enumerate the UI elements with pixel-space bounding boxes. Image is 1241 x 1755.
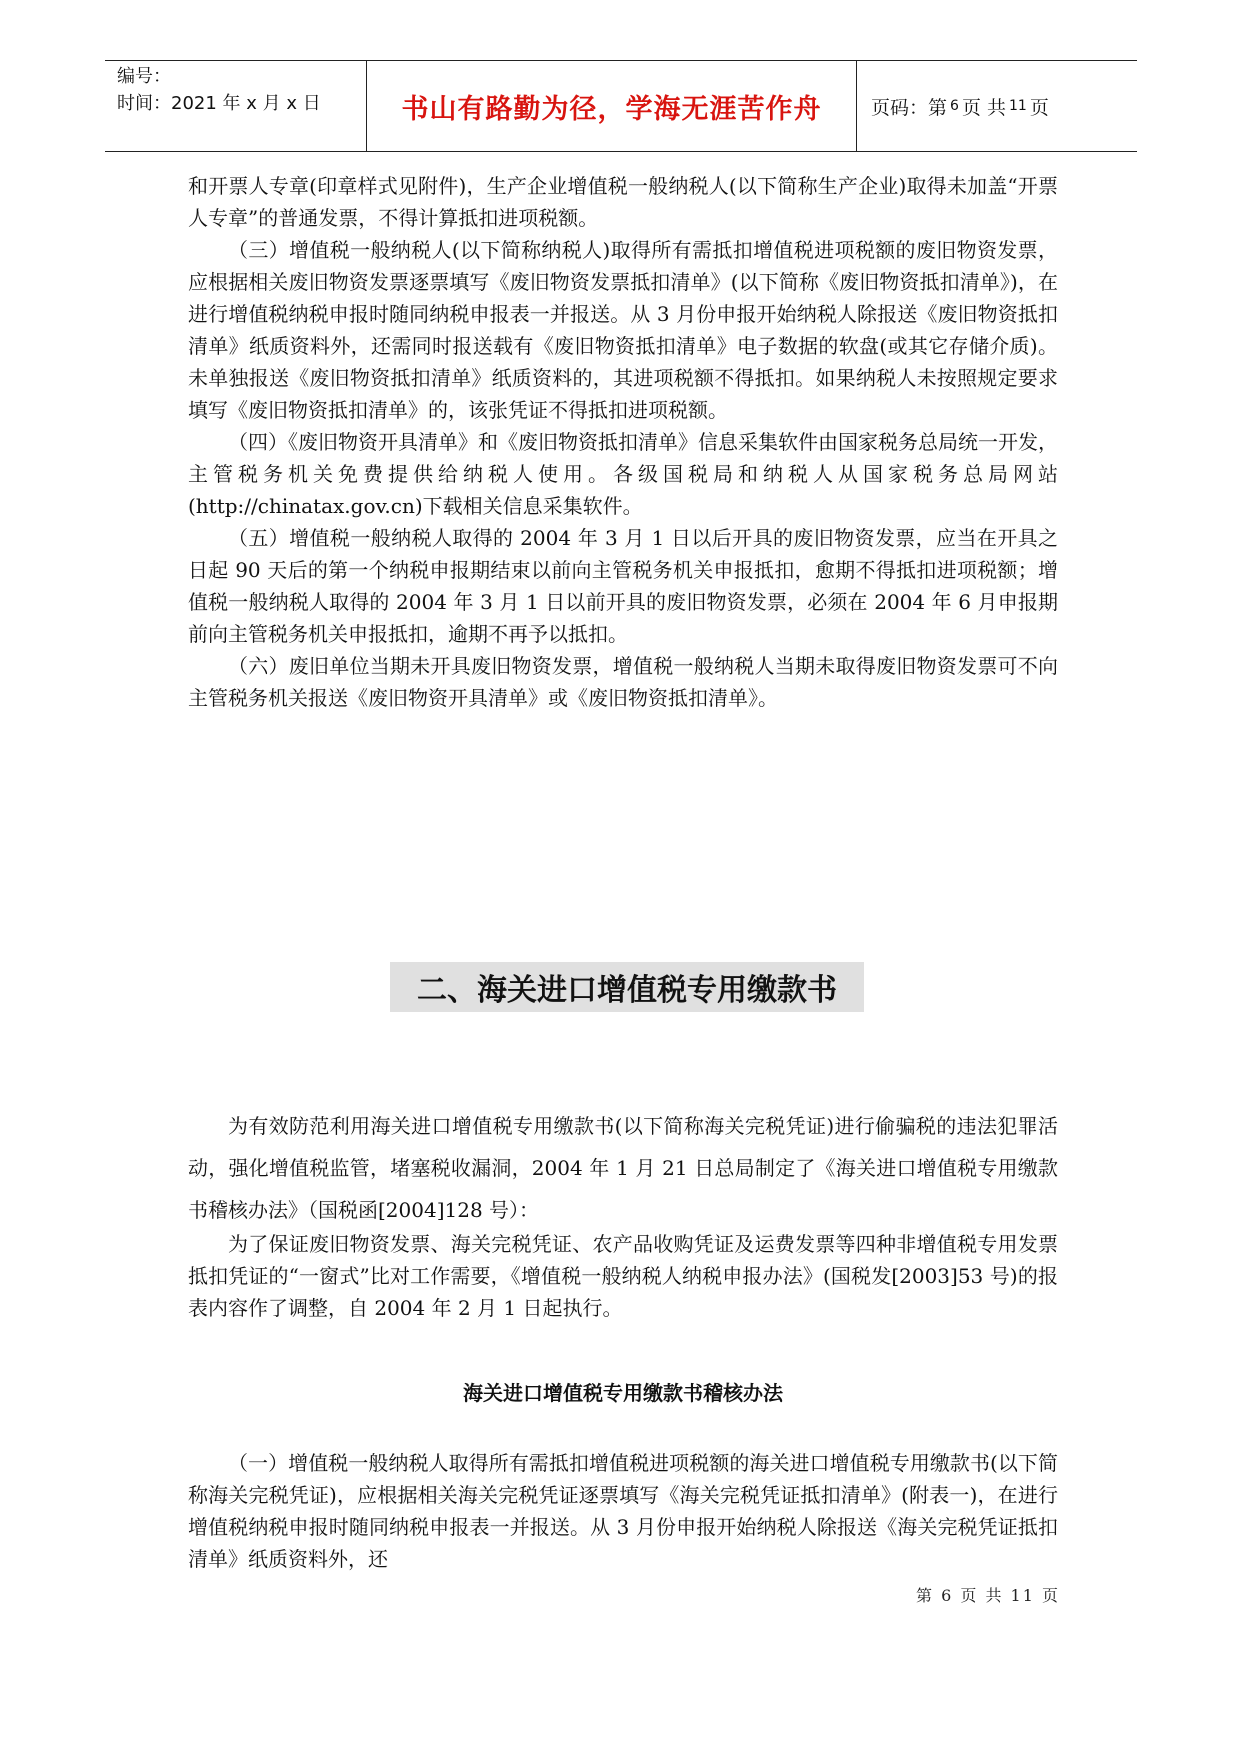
subsection-title: 海关进口增值税专用缴款书稽核办法 bbox=[463, 1381, 783, 1405]
body-text-block bbox=[188, 170, 1058, 714]
page-end: 页 bbox=[1029, 96, 1049, 119]
intro-paragraph: 为有效防范利用海关进口增值税专用缴款书(以下简称海关完税凭证)进行偷骗税的违法犯罪活动，强化增值税监管，堵塞税收漏洞，2004 年 1 月 21 日总局制定了《海关进口增值税专用缴款书稽核办法》（国税函[2004]128 号）： bbox=[188, 1114, 1058, 1222]
page-header bbox=[105, 60, 1137, 152]
page-mid: 页 共 bbox=[961, 96, 1006, 119]
doc-time-label: 时间：2021 年 x 月 x 日 bbox=[117, 93, 321, 114]
paragraph-item-6: （六）废旧单位当期未开具废旧物资发票，增值税一般纳税人当期未取得废旧物资发票可不向主管税务机关报送《废旧物资开具清单》或《废旧物资抵扣清单》。 bbox=[188, 654, 1058, 710]
page-label: 页码：第 bbox=[871, 96, 948, 119]
subsection-body bbox=[188, 1447, 1058, 1575]
paragraph-continued: 和开票人专章(印章样式见附件)，生产企业增值税一般纳税人(以下简称生产企业)取得未加盖“开票人专章”的普通发票，不得计算抵扣进项税额。 bbox=[188, 174, 1058, 230]
header-meta bbox=[105, 61, 367, 151]
header-motto: 书山有路勤为径，学海无涯苦作舟 bbox=[367, 61, 857, 151]
paragraph-item-4: （四）《废旧物资开具清单》和《废旧物资抵扣清单》信息采集软件由国家税务总局统一开发，主管税务机关免费提供给纳税人使用。各级国税局和纳税人从国家税务总局网站(http://chinatax.gov.cn)下载相关信息采集软件。 bbox=[188, 430, 1058, 518]
paragraph-item-5: （五）增值税一般纳税人取得的 2004 年 3 月 1 日以后开具的废旧物资发票，应当在开具之日起 90 天后的第一个纳税申报期结束以前向主管税务机关申报抵扣，愈期不得抵扣进项税额；增值税一般纳税人取得的 2004 年 3 月 1 日以前开具的废旧物资发票，必须在 2004 年 6 月申报期前向主管税务机关申报抵扣，逾期不再予以抵扣。 bbox=[188, 526, 1058, 646]
page-current: 6 bbox=[950, 98, 959, 114]
page-footer: 第 6 页 共 11 页 bbox=[916, 1586, 1060, 1605]
note-paragraph: 为了保证废旧物资发票、海关完税凭证、农产品收购凭证及运费发票等四种非增值税专用发票抵扣凭证的“一窗式”比对工作需要，《增值税一般纳税人纳税申报办法》(国税发[2003]53 号)的报表内容作了调整，自 2004 年 2 月 1 日起执行。 bbox=[188, 1232, 1058, 1320]
page-total: 11 bbox=[1008, 98, 1027, 114]
header-page-info bbox=[857, 61, 1137, 151]
section-note bbox=[188, 1228, 1058, 1324]
section-intro bbox=[188, 1105, 1058, 1231]
section-heading: 二、海关进口增值税专用缴款书 bbox=[390, 962, 864, 1012]
doc-number-label: 编号： bbox=[117, 66, 171, 87]
subsection-paragraph-1: （一）增值税一般纳税人取得所有需抵扣增值税进项税额的海关进口增值税专用缴款书(以下简称海关完税凭证)，应根据相关海关完税凭证逐票填写《海关完税凭证抵扣清单》(附表一)，在进行增值税纳税申报时随同纳税申报表一并报送。从 3 月份申报开始纳税人除报送《海关完税凭证抵扣清单》纸质资料外，还 bbox=[188, 1451, 1058, 1571]
paragraph-item-3: （三）增值税一般纳税人(以下简称纳税人)取得所有需抵扣增值税进项税额的废旧物资发票，应根据相关废旧物资发票逐票填写《废旧物资发票抵扣清单》(以下简称《废旧物资抵扣清单》)，在进行增值税纳税申报时随同纳税申报表一并报送。从 3 月份申报开始纳税人除报送《废旧物资抵扣清单》纸质资料外，还需同时报送载有《废旧物资抵扣清单》电子数据的软盘(或其它存储介质)。未单独报送《废旧物资抵扣清单》纸质资料的，其进项税额不得抵扣。如果纳税人未按照规定要求填写《废旧物资抵扣清单》的，该张凭证不得抵扣进项税额。 bbox=[188, 238, 1058, 422]
